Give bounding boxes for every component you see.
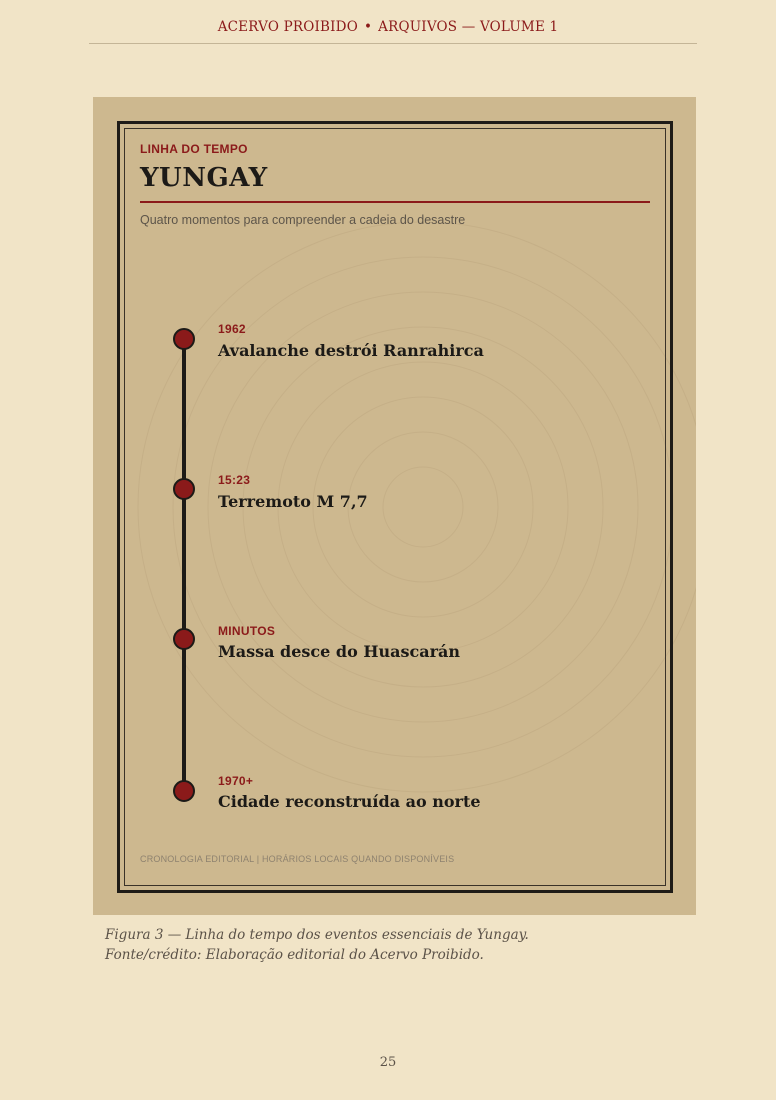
figure-frame-inner bbox=[124, 128, 666, 886]
running-head-section: ARQUIVOS — VOLUME 1 bbox=[378, 19, 559, 35]
running-head-publication: ACERVO PROIBIDO bbox=[217, 19, 358, 35]
figure-kicker: LINHA DO TEMPO bbox=[140, 142, 248, 156]
event-label-2: Terremoto M 7,7 bbox=[218, 492, 368, 511]
timeline-node-4 bbox=[173, 780, 195, 802]
timeline-node-2 bbox=[173, 478, 195, 500]
page-number: 25 bbox=[379, 1055, 397, 1070]
caption-line-title: Figura 3 — Linha do tempo dos eventos essenciais de Yungay. bbox=[105, 927, 529, 943]
event-date-3: MINUTOS bbox=[218, 624, 276, 638]
event-label-3: Massa desce do Huascarán bbox=[218, 642, 460, 661]
figure-caption bbox=[105, 925, 529, 965]
figure-subtitle: Quatro momentos para compreender a cadeia do desastre bbox=[140, 213, 466, 227]
header-rule bbox=[89, 43, 697, 44]
timeline-figure bbox=[93, 97, 696, 915]
timeline-node-3 bbox=[173, 628, 195, 650]
event-date-1: 1962 bbox=[218, 322, 246, 336]
caption-line-credit: Fonte/crédito: Elaboração editorial do Acervo Proibido. bbox=[105, 947, 484, 963]
running-head-separator: • bbox=[363, 19, 373, 35]
timeline-line bbox=[182, 338, 186, 791]
title-rule bbox=[140, 201, 650, 203]
event-label-4: Cidade reconstruída ao norte bbox=[218, 792, 481, 811]
event-date-2: 15:23 bbox=[218, 473, 251, 487]
event-label-1: Avalanche destrói Ranrahirca bbox=[218, 341, 484, 360]
figure-footer-note: CRONOLOGIA EDITORIAL | HORÁRIOS LOCAIS QUANDO DISPONÍVEIS bbox=[140, 854, 455, 864]
figure-title: YUNGAY bbox=[140, 163, 268, 193]
event-date-4: 1970+ bbox=[218, 774, 254, 788]
running-head bbox=[0, 19, 776, 35]
timeline-node-1 bbox=[173, 328, 195, 350]
